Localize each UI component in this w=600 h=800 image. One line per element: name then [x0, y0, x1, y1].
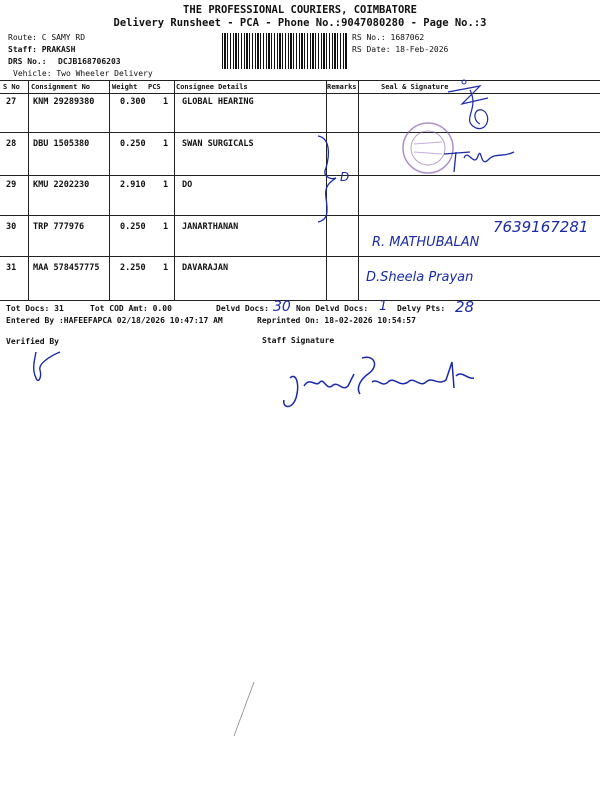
handwritten-receiver-name: R. MATHUBALAN — [372, 235, 480, 250]
row-divider — [0, 256, 600, 257]
delivered-docs-label: Delvd Docs: — [216, 304, 269, 313]
barcode — [222, 33, 348, 69]
row-weight: 0.250 — [120, 139, 146, 149]
row-weight: 2.250 — [120, 263, 146, 273]
row-consignee: SWAN SURGICALS — [182, 139, 254, 149]
rs-number: RS No.: 1687062 — [352, 33, 425, 42]
col-header-weight: Weight — [112, 83, 138, 91]
entered-by: Entered By :HAFEEFAPCA 02/18/2026 10:47:17 AM — [6, 316, 223, 325]
drs-value: DCJB168706203 — [58, 57, 121, 66]
row-pcs: 1 — [163, 180, 169, 190]
total-cod-amount: Tot COD Amt: 0.00 — [90, 304, 172, 313]
column-divider — [28, 80, 29, 300]
vehicle-label: Vehicle: Two Wheeler Delivery — [13, 69, 153, 78]
staff-signature-label: Staff Signature — [262, 336, 335, 345]
handwritten-phone-number: 7639167281 — [493, 218, 589, 236]
table-bottom-border — [0, 300, 600, 301]
reprinted-on: Reprinted On: 18-02-2026 10:54:57 — [257, 316, 416, 325]
column-divider — [109, 80, 110, 300]
row-weight: 0.250 — [120, 222, 146, 232]
signature-row-28 — [440, 138, 520, 178]
row-pcs: 1 — [163, 139, 169, 149]
row-sno: 30 — [6, 222, 17, 232]
remarks-brace — [312, 134, 362, 224]
row-consignment-no: DBU 1505380 — [33, 139, 90, 149]
handwritten-delivery-points: 28 — [455, 298, 475, 316]
row-pcs: 1 — [163, 222, 169, 232]
col-header-sno: S No — [3, 83, 20, 91]
company-title: THE PROFESSIONAL COURIERS, COIMBATORE — [183, 4, 417, 16]
verified-by-label: Verified By — [6, 337, 59, 346]
col-header-consignment: Consignment No — [31, 83, 91, 91]
delivery-points-label: Delvy Pts: — [397, 304, 446, 313]
non-delivered-docs-label: Non Delvd Docs: — [296, 304, 369, 313]
verified-by-mark — [28, 348, 74, 388]
handwritten-receiver-name: D.Sheela Prayan — [366, 270, 474, 285]
handwritten-delivered-count: 30 — [273, 299, 291, 315]
staff-label: Staff: PRAKASH — [8, 45, 76, 54]
row-consignment-no: KMU 2202230 — [33, 180, 90, 190]
handwritten-non-delivered-count: 1 — [379, 299, 388, 314]
table-top-border — [0, 80, 600, 81]
table-header-border — [0, 93, 600, 94]
row-weight: 0.300 — [120, 97, 146, 107]
runsheet-subtitle: Delivery Runsheet - PCA - Phone No.:9047080280 - Page No.:3 — [113, 17, 487, 29]
route-label: Route: C SAMY RD — [8, 33, 86, 42]
stray-pen-line — [230, 680, 260, 740]
row-consignee: JANARTHANAN — [182, 222, 239, 232]
row-sno: 31 — [6, 263, 17, 273]
row-consignment-no: MAA 578457775 — [33, 263, 100, 273]
row-divider — [0, 132, 600, 133]
rs-date: RS Date: 18-Feb-2026 — [352, 45, 449, 54]
row-divider — [0, 215, 600, 216]
col-header-remarks: Remarks — [327, 83, 357, 91]
row-consignee: DO — [182, 180, 193, 190]
col-header-pcs: PCS — [148, 83, 161, 91]
row-pcs: 1 — [163, 263, 169, 273]
col-header-consignee: Consignee Details — [176, 83, 248, 91]
row-pcs: 1 — [163, 97, 169, 107]
row-consignee: DAVARAJAN — [182, 263, 229, 273]
row-consignment-no: KNM 29289380 — [33, 97, 95, 107]
row-sno: 29 — [6, 180, 17, 190]
total-docs: Tot Docs: 31 — [6, 304, 64, 313]
row-consignee: GLOBAL HEARING — [182, 97, 254, 107]
row-weight: 2.910 — [120, 180, 146, 190]
col-header-seal-signature: Seal & Signature — [381, 83, 449, 91]
handwritten-remark-mark: D — [340, 170, 350, 184]
drs-label: DRS No.: — [8, 57, 47, 66]
row-sno: 28 — [6, 139, 17, 149]
column-divider — [174, 80, 175, 300]
row-consignment-no: TRP 777976 — [33, 222, 85, 232]
row-sno: 27 — [6, 97, 17, 107]
staff-signature-scribble — [270, 348, 490, 418]
